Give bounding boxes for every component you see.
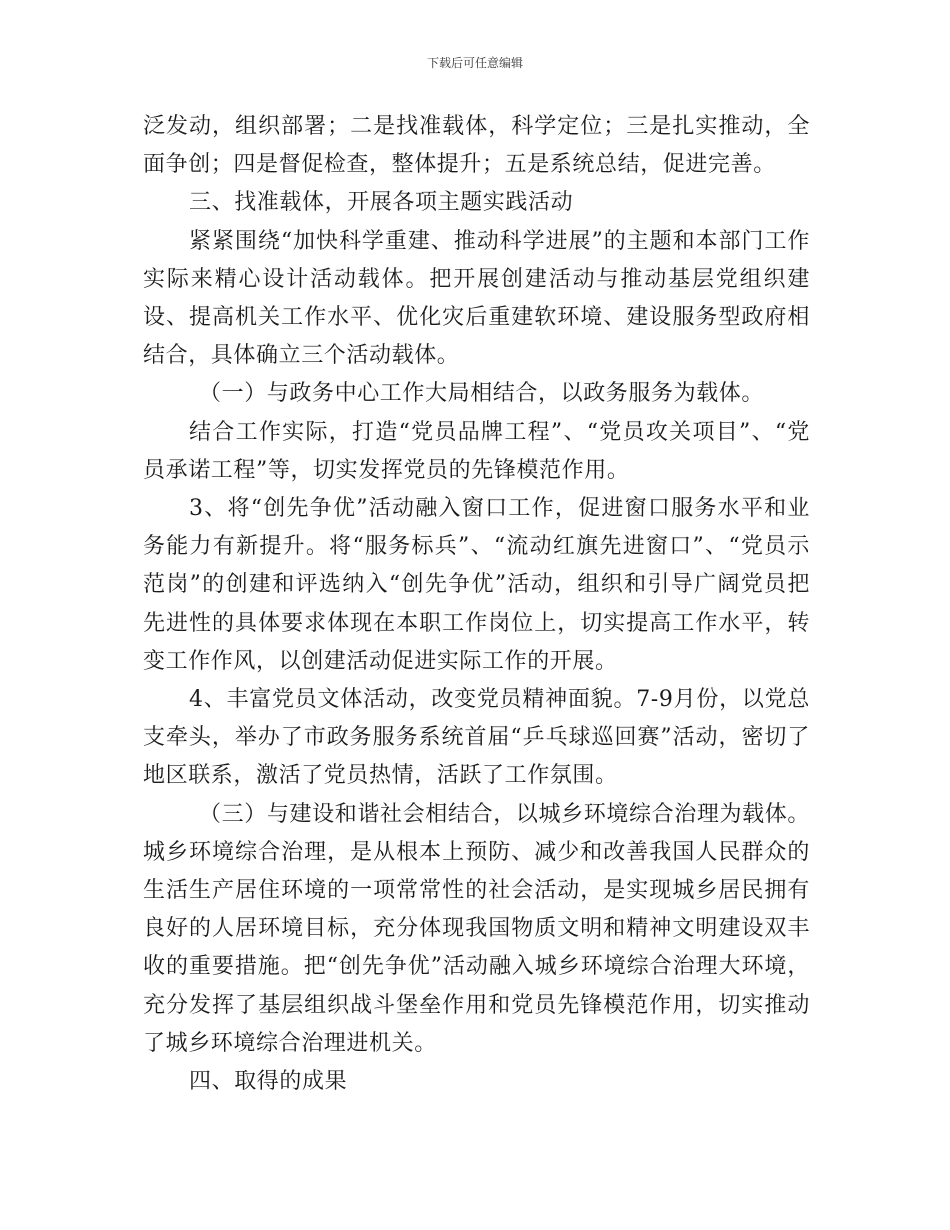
section-heading-3: 三、找准载体，开展各项主题实践活动 [189, 190, 574, 216]
section-heading-4: 四、取得的成果 [189, 1069, 348, 1095]
paragraph-item-3: 3、将“创先争优”活动融入窗口工作，促进窗口服务水平和业务能力有新提升。将“服务标兵”、“流动红旗先进窗口”、“党员示范岗”的创建和评选纳入“创先争优”活动，组织和引导广阔党员把先进性的具体要求体现在本职工作岗位上，切实提高工作水平，转变工作作风，以创建活动促进实际工作的开展。 [143, 496, 810, 674]
document-body [143, 108, 810, 1101]
paragraph-work-practice: 结合工作实际，打造“党员品牌工程”、“党员攻关项目”、“党员承诺工程”等，切实发挥党员的先锋模范作用。 [143, 419, 810, 483]
page-header: 下载后可任意编辑 [426, 56, 523, 70]
paragraph-item-4: 4、丰富党员文体活动，改变党员精神面貌。7-9月份，以党总支牵头，举办了市政务服务系统首届“乒乓球巡回赛”活动，密切了地区联系，激活了党员热情，活跃了工作氛围。 [143, 687, 810, 789]
paragraph-carrier-intro: 紧紧围绕“加快科学重建、推动科学进展”的主题和本部门工作实际来精心设计活动载体。把开展创建活动与推动基层党组织建设、提高机关工作水平、优化灾后重建软环境、建设服务型政府相结合，具体确立三个活动载体。 [143, 228, 810, 369]
subsection-heading-1: （一）与政务中心工作大局相结合，以政务服务为载体。 [199, 381, 765, 407]
paragraph-continuation: 泛发动，组织部署；二是找准载体，科学定位；三是扎实推动，全面争创；四是督促检查，整体提升；五是系统总结，促进完善。 [143, 114, 810, 178]
subsection-heading-3: （三）与建设和谐社会相结合，以城乡环境综合治理为载体。城乡环境综合治理，是从根本上预防、减少和改善我国人民群众的生活生产居住环境的一项常常性的社会活动，是实现城乡居民拥有良好的人居环境目标，充分体现我国物质文明和精神文明建设双丰收的重要措施。把“创先争优”活动融入城乡环境综合治理大环境，充分发挥了基层组织战斗堡垒作用和党员先锋模范作用，切实推动了城乡环境综合治理进机关。 [143, 801, 810, 1056]
